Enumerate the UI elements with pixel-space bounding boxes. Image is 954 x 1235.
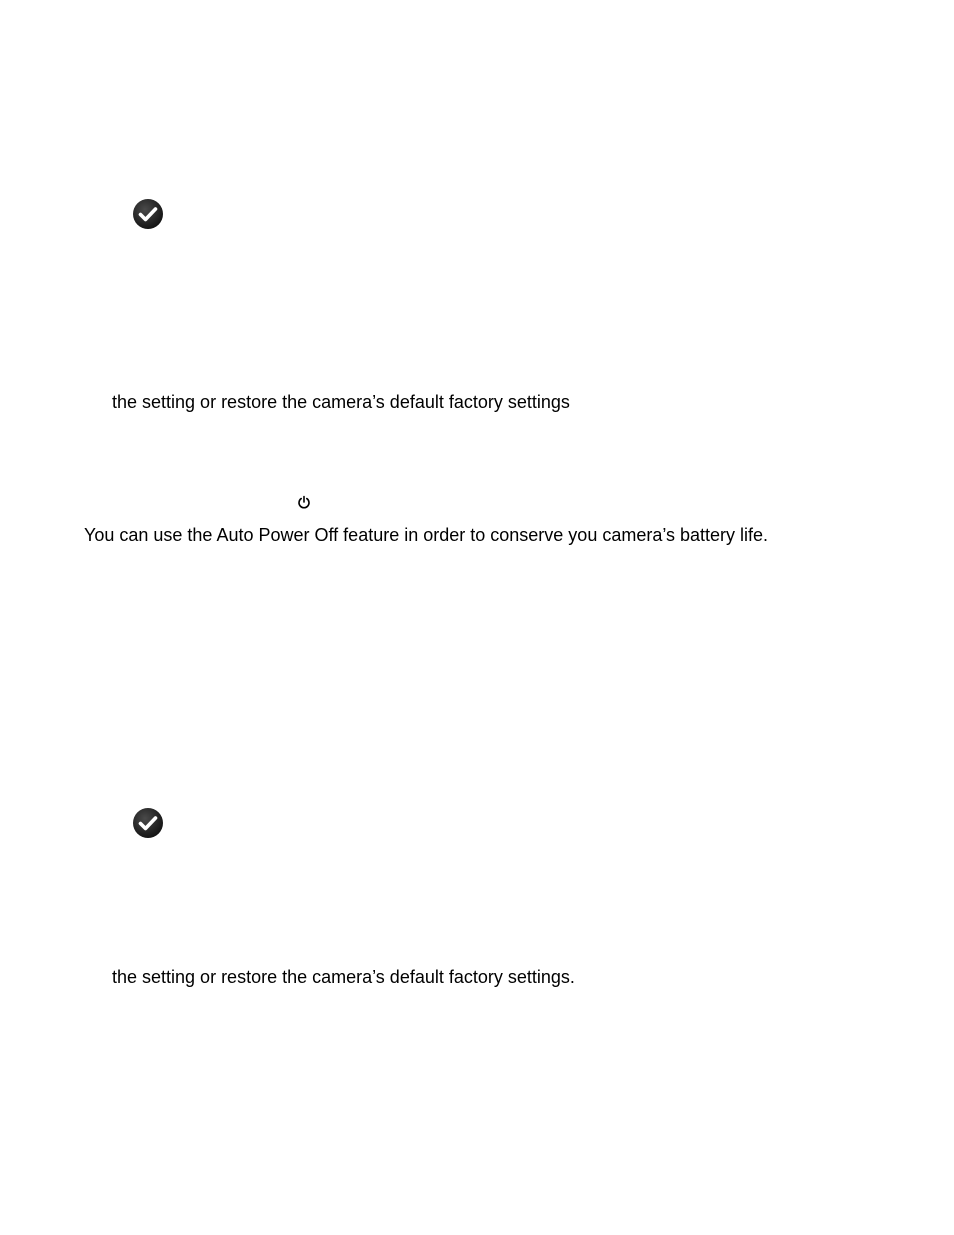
checkmark-circle-icon <box>132 807 164 839</box>
settings-continuation-text-1: the setting or restore the camera’s default factory settings <box>112 392 570 412</box>
power-icon <box>297 495 311 509</box>
checkmark-circle-icon <box>132 198 164 230</box>
settings-continuation-text-2: the setting or restore the camera’s default factory settings. <box>112 967 575 987</box>
auto-power-off-intro-text: You can use the Auto Power Off feature in order to conserve you camera’s battery life. <box>84 525 769 545</box>
